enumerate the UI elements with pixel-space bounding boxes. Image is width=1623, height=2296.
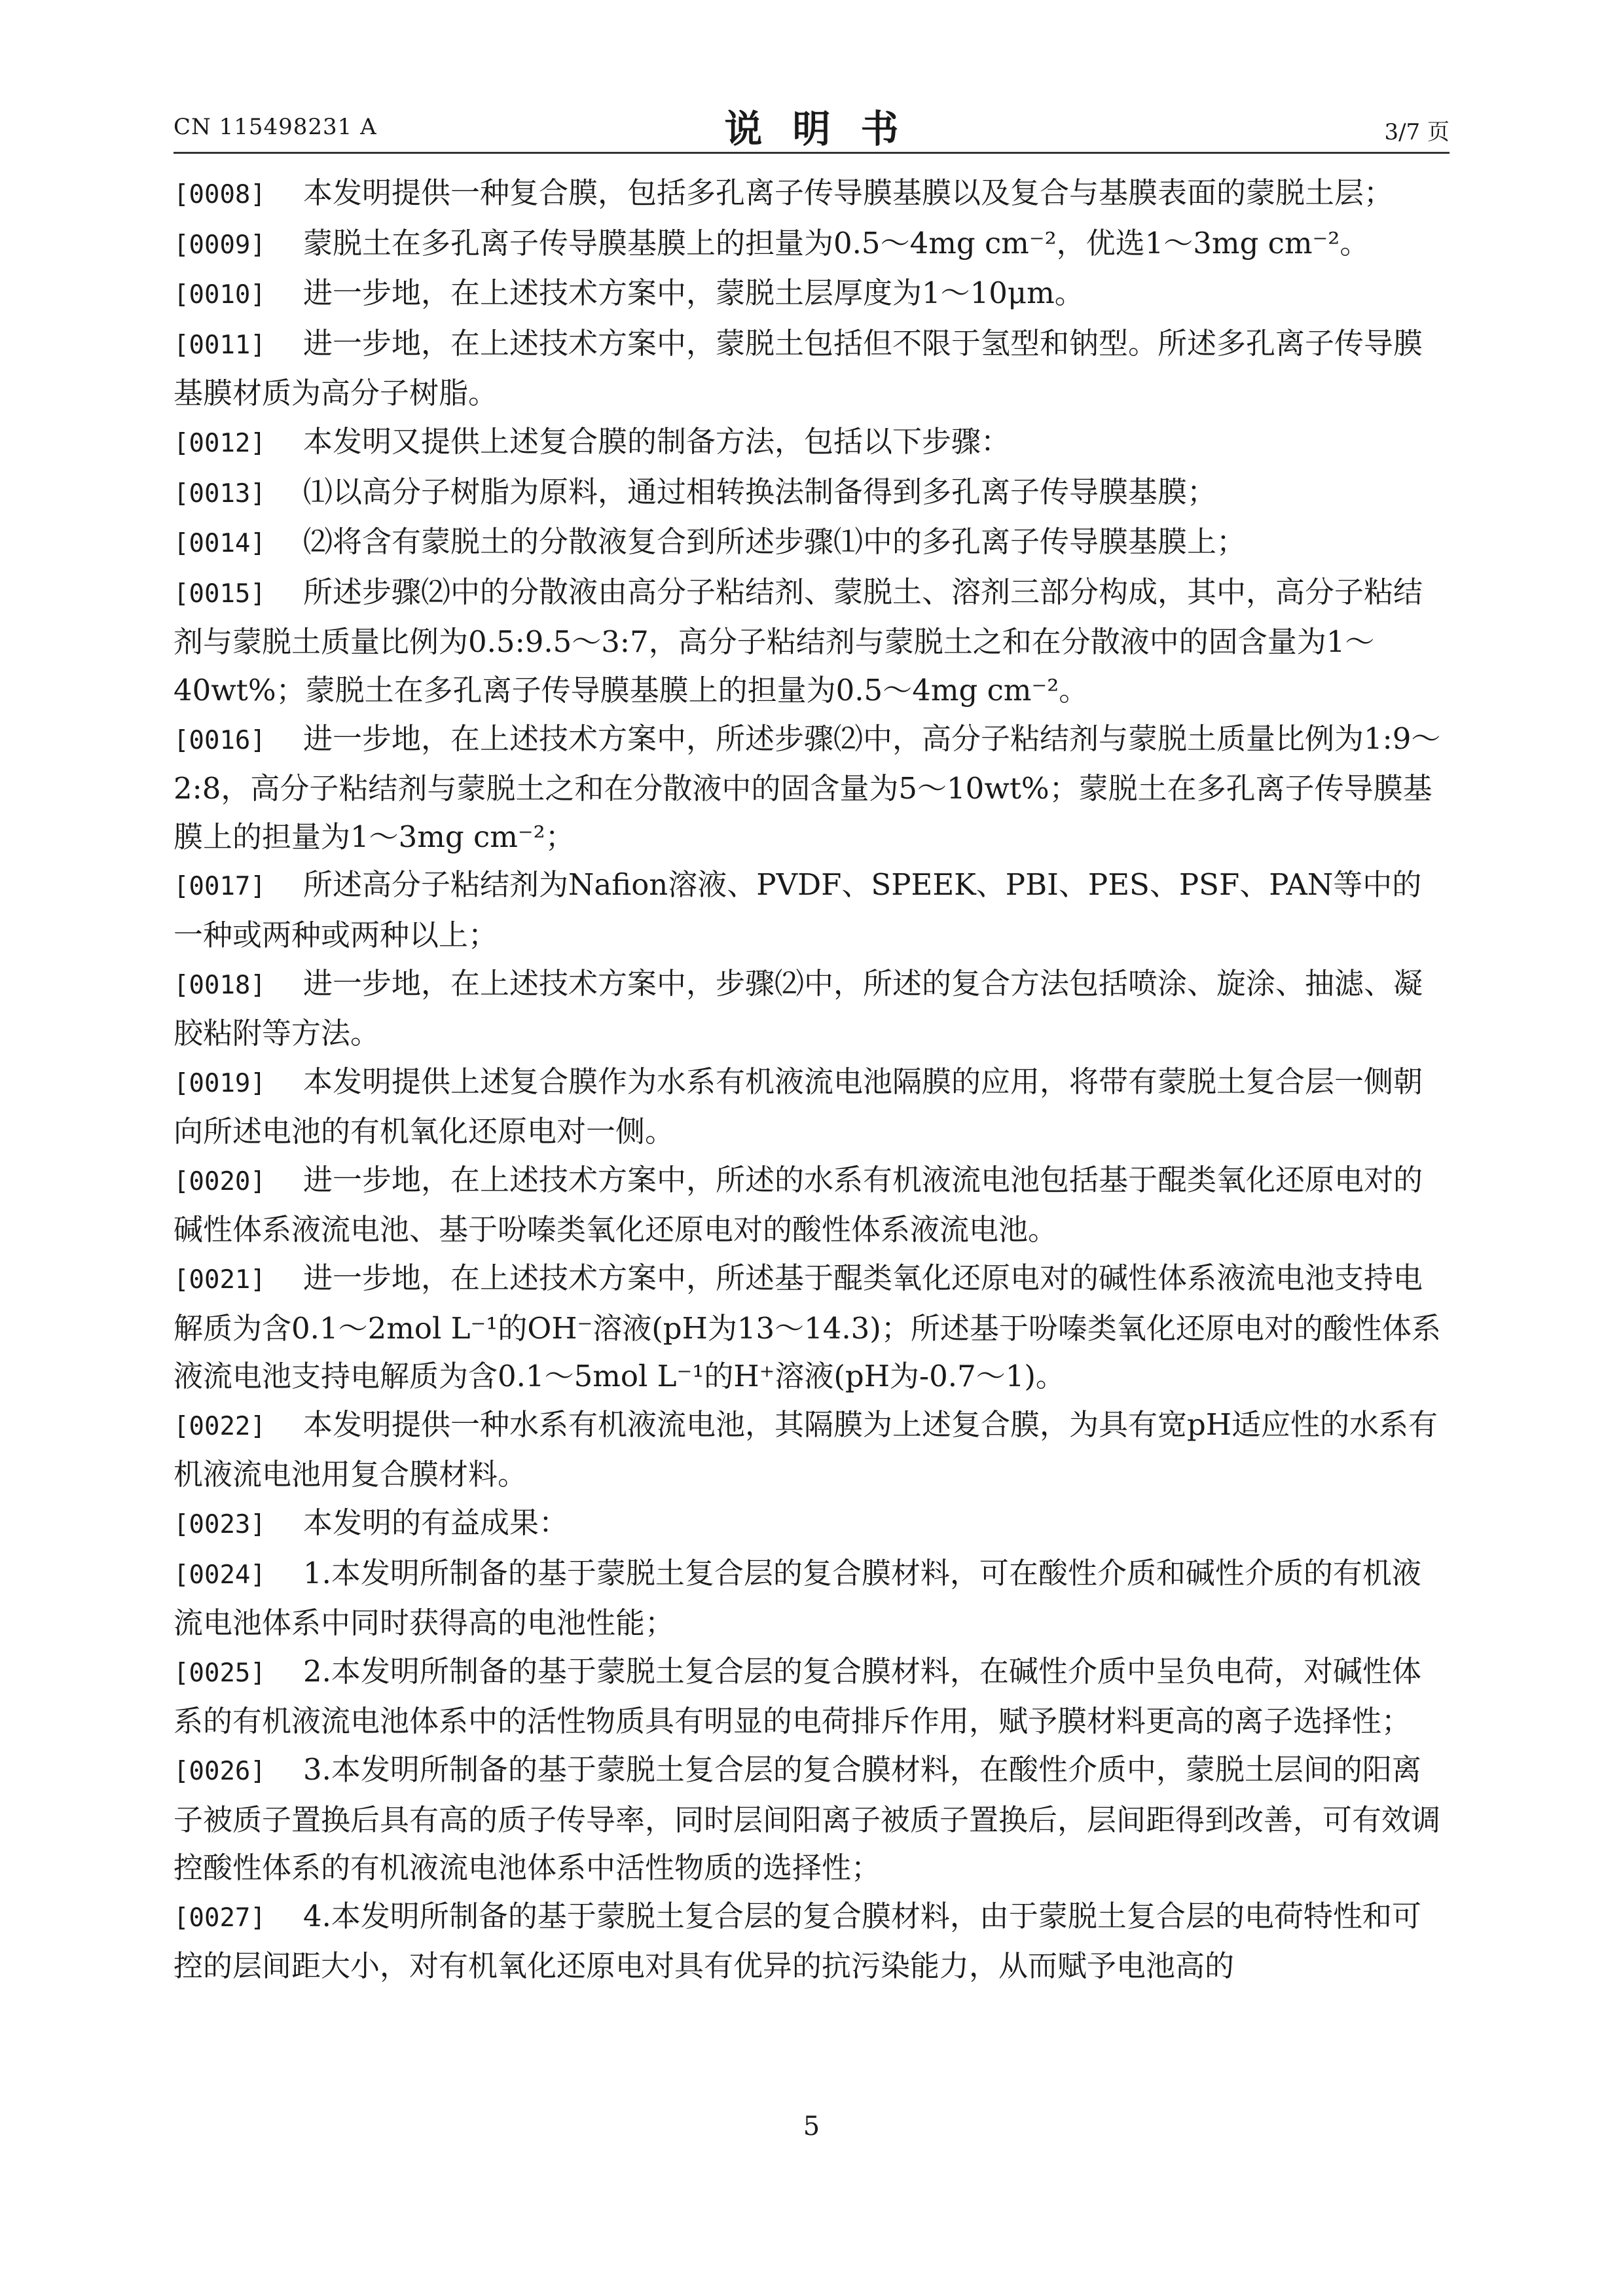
paragraph xyxy=(173,418,1450,468)
paragraph-text: 本发明提供一种水系有机液流电池，其隔膜为上述复合膜，为具有宽pH适应性的水系有机液流电池用复合膜材料。 xyxy=(173,1407,1438,1492)
paragraph-number: [0014] xyxy=(173,529,266,559)
paragraph-number: [0026] xyxy=(173,1757,266,1786)
paragraph-text: 本发明又提供上述复合膜的制备方法，包括以下步骤： xyxy=(303,423,1011,459)
paragraph-text: 2.本发明所制备的基于蒙脱土复合层的复合膜材料，在碱性介质中呈负电荷，对碱性体系的有机液流电池体系中的活性物质具有明显的电荷排斥作用，赋予膜材料更高的离子选择性； xyxy=(173,1653,1421,1739)
paragraph-number: [0008] xyxy=(173,180,266,209)
paragraph-number: [0017] xyxy=(173,872,266,902)
paragraph xyxy=(173,319,1450,418)
paragraph-text: 进一步地，在上述技术方案中，所述的水系有机液流电池包括基于醌类氧化还原电对的碱性体系液流电池、基于吩嗪类氧化还原电对的酸性体系液流电池。 xyxy=(173,1162,1423,1247)
paragraph-number: [0011] xyxy=(173,330,266,360)
paragraph xyxy=(173,1499,1450,1549)
paragraph-text: 所述高分子粘结剂为Nafion溶液、PVDF、SPEEK、PBI、PES、PSF、PAN等中的一种或两种或两种以上； xyxy=(173,867,1422,952)
publication-number: CN 115498231 A xyxy=(173,114,377,140)
paragraph xyxy=(173,1156,1450,1254)
paragraph xyxy=(173,715,1450,861)
paragraph-text: 进一步地，在上述技术方案中，蒙脱土层厚度为1～10μm。 xyxy=(303,276,1084,311)
paragraph-text: ⑵将含有蒙脱土的分散液复合到所述步骤⑴中的多孔离子传导膜基膜上； xyxy=(303,524,1247,560)
paragraph-number: [0013] xyxy=(173,478,266,509)
paragraph xyxy=(173,169,1450,219)
paragraph xyxy=(173,1892,1450,1990)
paragraph-number: [0018] xyxy=(173,970,266,1000)
paragraph xyxy=(173,1401,1450,1499)
paragraph-number: [0023] xyxy=(173,1510,266,1540)
document-body xyxy=(173,169,1450,1990)
paragraph xyxy=(173,861,1450,959)
paragraph-number: [0016] xyxy=(173,725,266,755)
page-number: 5 xyxy=(803,2111,820,2142)
paragraph-number: [0009] xyxy=(173,230,266,260)
paragraph-number: [0019] xyxy=(173,1068,266,1098)
paragraph xyxy=(173,568,1450,715)
paragraph-number: [0020] xyxy=(173,1166,266,1196)
paragraph xyxy=(173,1058,1450,1156)
paragraph-number: [0021] xyxy=(173,1265,266,1295)
paragraph xyxy=(173,1254,1450,1401)
paragraph xyxy=(173,518,1450,568)
paragraph-text: 所述步骤⑵中的分散液由高分子粘结剂、蒙脱土、溶剂三部分构成，其中，高分子粘结剂与蒙脱土质量比例为0.5:9.5～3:7，高分子粘结剂与蒙脱土之和在分散液中的固含量为1～40wt%；蒙脱土在多孔离子传导膜基膜上的担量为0.5～4mg cm⁻²。 xyxy=(173,574,1423,708)
paragraph-text: 3.本发明所制备的基于蒙脱土复合层的复合膜材料，在酸性介质中，蒙脱土层间的阳离子被质子置换后具有高的质子传导率，同时层间阳离子被质子置换后，层间距得到改善，可有效调控酸性体系的有机液流电池体系中活性物质的选择性； xyxy=(173,1752,1441,1886)
paragraph-text: 蒙脱土在多孔离子传导膜基膜上的担量为0.5～4mg cm⁻²，优选1～3mg cm⁻²。 xyxy=(303,225,1370,260)
paragraph-text: 进一步地，在上述技术方案中，蒙脱土包括但不限于氢型和钠型。所述多孔离子传导膜基膜材质为高分子树脂。 xyxy=(173,325,1423,411)
document-title: 说明书 xyxy=(724,107,929,151)
paragraph xyxy=(173,269,1450,319)
paragraph-number: [0025] xyxy=(173,1658,266,1688)
paragraph-number: [0022] xyxy=(173,1411,266,1441)
paragraph-text: 进一步地，在上述技术方案中，所述步骤⑵中，高分子粘结剂与蒙脱土质量比例为1:9～2:8，高分子粘结剂与蒙脱土之和在分散液中的固含量为5～10wt%；蒙脱土在多孔离子传导膜基膜上的担量为1～3mg cm⁻²； xyxy=(173,721,1441,854)
paragraph-number: [0024] xyxy=(173,1560,266,1590)
paragraph-text: 本发明的有益成果： xyxy=(303,1505,569,1541)
paragraph-text: 进一步地，在上述技术方案中，步骤⑵中，所述的复合方法包括喷涂、旋涂、抽滤、凝胶粘附等方法。 xyxy=(173,965,1423,1051)
paragraph-text: 进一步地，在上述技术方案中，所述基于醌类氧化还原电对的碱性体系液流电池支持电解质为含0.1～2mol L⁻¹的OH⁻溶液(pH为13～14.3)；所述基于吩嗪类氧化还原电对的酸性体系液流电池支持电解质为含0.1～5mol L⁻¹的H⁺溶液(pH为-0.7～1)。 xyxy=(173,1261,1441,1394)
paragraph xyxy=(173,960,1450,1058)
header-divider xyxy=(173,152,1450,154)
paragraph-text: 本发明提供上述复合膜作为水系有机液流电池隔膜的应用，将带有蒙脱土复合层一侧朝向所述电池的有机氧化还原电对一侧。 xyxy=(173,1064,1423,1149)
page-indicator: 3/7 页 xyxy=(1384,119,1450,145)
paragraph-number: [0012] xyxy=(173,428,266,458)
paragraph-text: 本发明提供一种复合膜，包括多孔离子传导膜基膜以及复合与基膜表面的蒙脱土层； xyxy=(303,175,1394,210)
paragraph-number: [0010] xyxy=(173,280,266,310)
paragraph-number: [0027] xyxy=(173,1903,266,1933)
paragraph xyxy=(173,1647,1450,1746)
paragraph-number: [0015] xyxy=(173,579,266,609)
page-header xyxy=(173,98,1450,151)
paragraph xyxy=(173,1746,1450,1892)
paragraph xyxy=(173,219,1450,270)
paragraph-text: 1.本发明所制备的基于蒙脱土复合层的复合膜材料，可在酸性介质和碱性介质的有机液流电池体系中同时获得高的电池性能； xyxy=(173,1555,1421,1641)
paragraph xyxy=(173,468,1450,518)
paragraph-text: ⑴以高分子树脂为原料，通过相转换法制备得到多孔离子传导膜基膜； xyxy=(303,474,1217,509)
paragraph xyxy=(173,1549,1450,1647)
paragraph-text: 4.本发明所制备的基于蒙脱土复合层的复合膜材料，由于蒙脱土复合层的电荷特性和可控的层间距大小，对有机氧化还原电对具有优异的抗污染能力，从而赋予电池高的 xyxy=(173,1898,1421,1984)
